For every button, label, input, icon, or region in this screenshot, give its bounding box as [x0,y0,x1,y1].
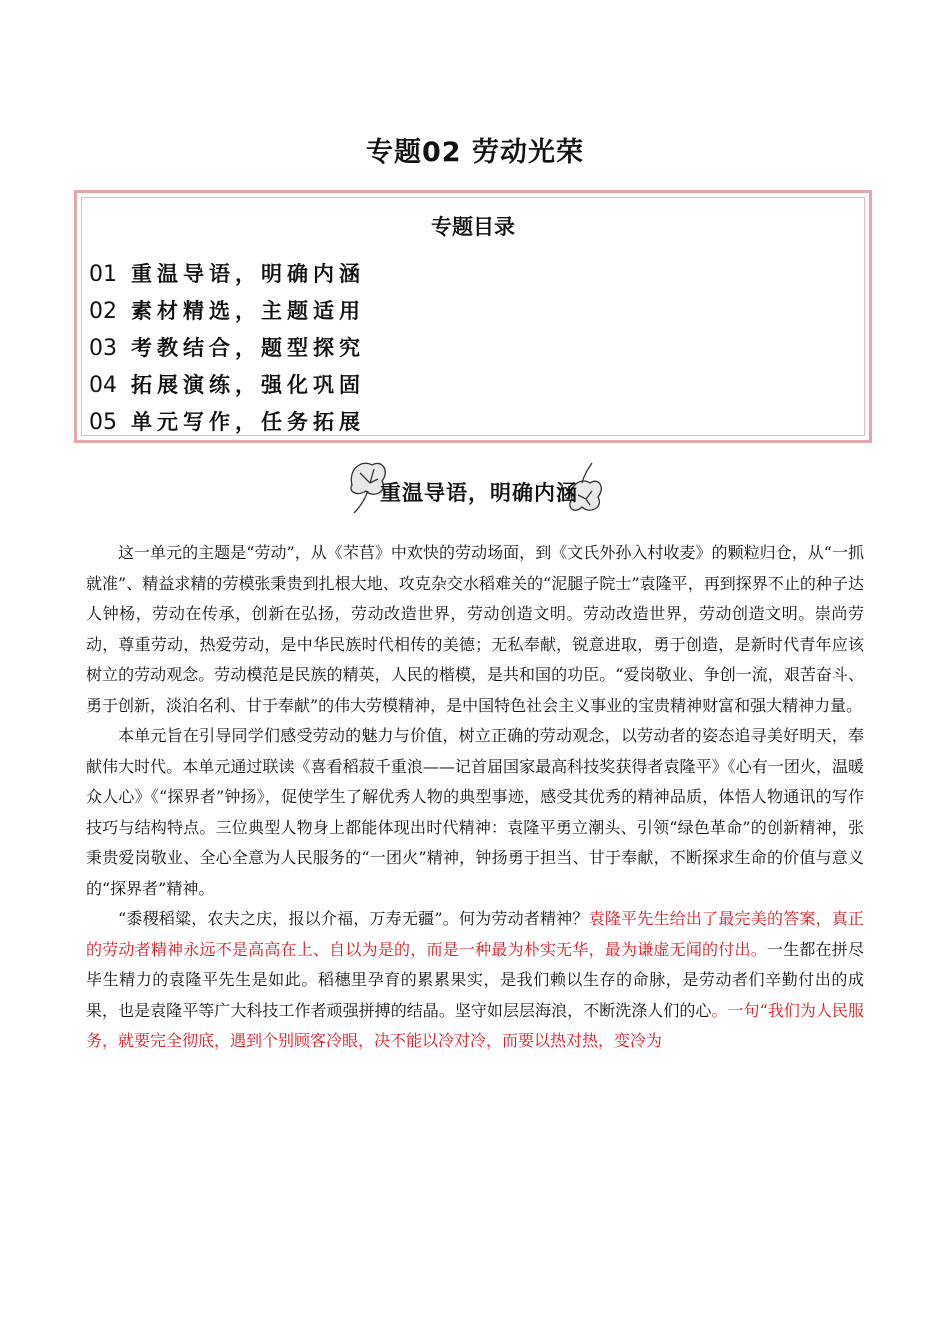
toc-item-02 [89,292,365,329]
paragraph-3-highlight-2: 。一句“我们为人民服务，就要完全彻底，遇到个别顾客冷眼，决不能以冷对冷，而要以热对热，变冷为 [86,1000,864,1050]
toc-item-text: 拓展演练，强化巩固 [131,372,365,397]
toc-item-number: 01 [89,262,117,287]
toc-item-text: 单元写作，任务拓展 [131,409,365,434]
toc-item-05 [89,403,365,440]
toc-box [74,190,872,443]
paragraph-3 [86,904,864,1057]
section-banner [346,455,606,525]
paragraph-3-highlight: 袁隆平先生给出了最完美的答案，真正的劳动者精神永远不是高高在上、自以为是的，而是一种最为朴实无华，最为谦虚无闻的付出。 [86,909,864,959]
toc-item-number: 05 [89,410,117,435]
paragraph-2: 本单元旨在引导同学们感受劳动的魅力与价值，树立正确的劳动观念，以劳动者的姿态追寻美好明天，奉献伟大时代。本单元通过联读《喜看稻菽千重浪——记首届国家最高科技奖获得者袁隆平》《心有一团火，温暖众人心》《“探界者”钟扬》，促使学生了解优秀人物的典型事迹，感受其优秀的精神品质，体悟人物通讯的写作技巧与结构特点。三位典型人物身上都能体现出时代精神：袁隆平勇立潮头、引领“绿色革命”的创新精神，张秉贵爱岗敬业、全心全意为人民服务的“一团火”精神，钟扬勇于担当、甘于奉献，不断探求生命的价值与意义的“探界者”精神。 [86,726,864,898]
page-title: 专题02 劳动光荣 [366,137,584,168]
toc-heading: 专题目录 [431,215,515,239]
toc-list [89,255,365,440]
paragraph-3-body: 一生都在拼尽毕生精力的袁隆平先生是如此。稻穗里孕育的累累果实，是我们赖以生存的命脉，是劳动者们辛勤付出的成果，也是袁隆平等广大科技工作者顽强拼搏的结晶。坚守如层层海浪，不断洗涤人们的心 [86,939,864,1020]
paragraph-3-intro: “黍稷稻粱，农夫之庆，报以介福，万寿无疆”。何为劳动者精神？ [118,909,589,928]
toc-item-04 [89,366,365,403]
toc-item-number: 03 [89,336,117,361]
toc-item-text: 重温导语，明确内涵 [131,261,365,286]
section-title: 重温导语，明确内涵 [380,481,578,505]
toc-item-number: 04 [89,373,117,398]
toc-item-text: 素材精选，主题适用 [131,298,365,323]
toc-item-01 [89,255,365,292]
toc-item-number: 02 [89,299,117,324]
content-body [86,538,864,1057]
toc-item-03 [89,329,365,366]
toc-item-text: 考教结合，题型探究 [131,335,365,360]
paragraph-1: 这一单元的主题是“劳动”，从《芣苢》中欢快的劳动场面，到《文氏外孙入村收麦》的颗粒归仓，从“一抓就准”、精益求精的劳模张秉贵到扎根大地、攻克杂交水稻难关的“泥腿子院士”袁隆平，再到探界不止的种子达人钟杨，劳动在传承，创新在弘扬，劳动改造世界，劳动创造文明。劳动改造世界，劳动创造文明。崇尚劳动，尊重劳动，热爱劳动，是中华民族时代相传的美德；无私奉献，锐意进取，勇于创造，是新时代青年应该树立的劳动观念。劳动模范是民族的精英，人民的楷模，是共和国的功臣。“爱岗敬业、争创一流，艰苦奋斗、勇于创新，淡泊名利、甘于奉献”的伟大劳模精神，是中国特色社会主义事业的宝贵精神财富和强大精神力量。 [86,543,864,715]
